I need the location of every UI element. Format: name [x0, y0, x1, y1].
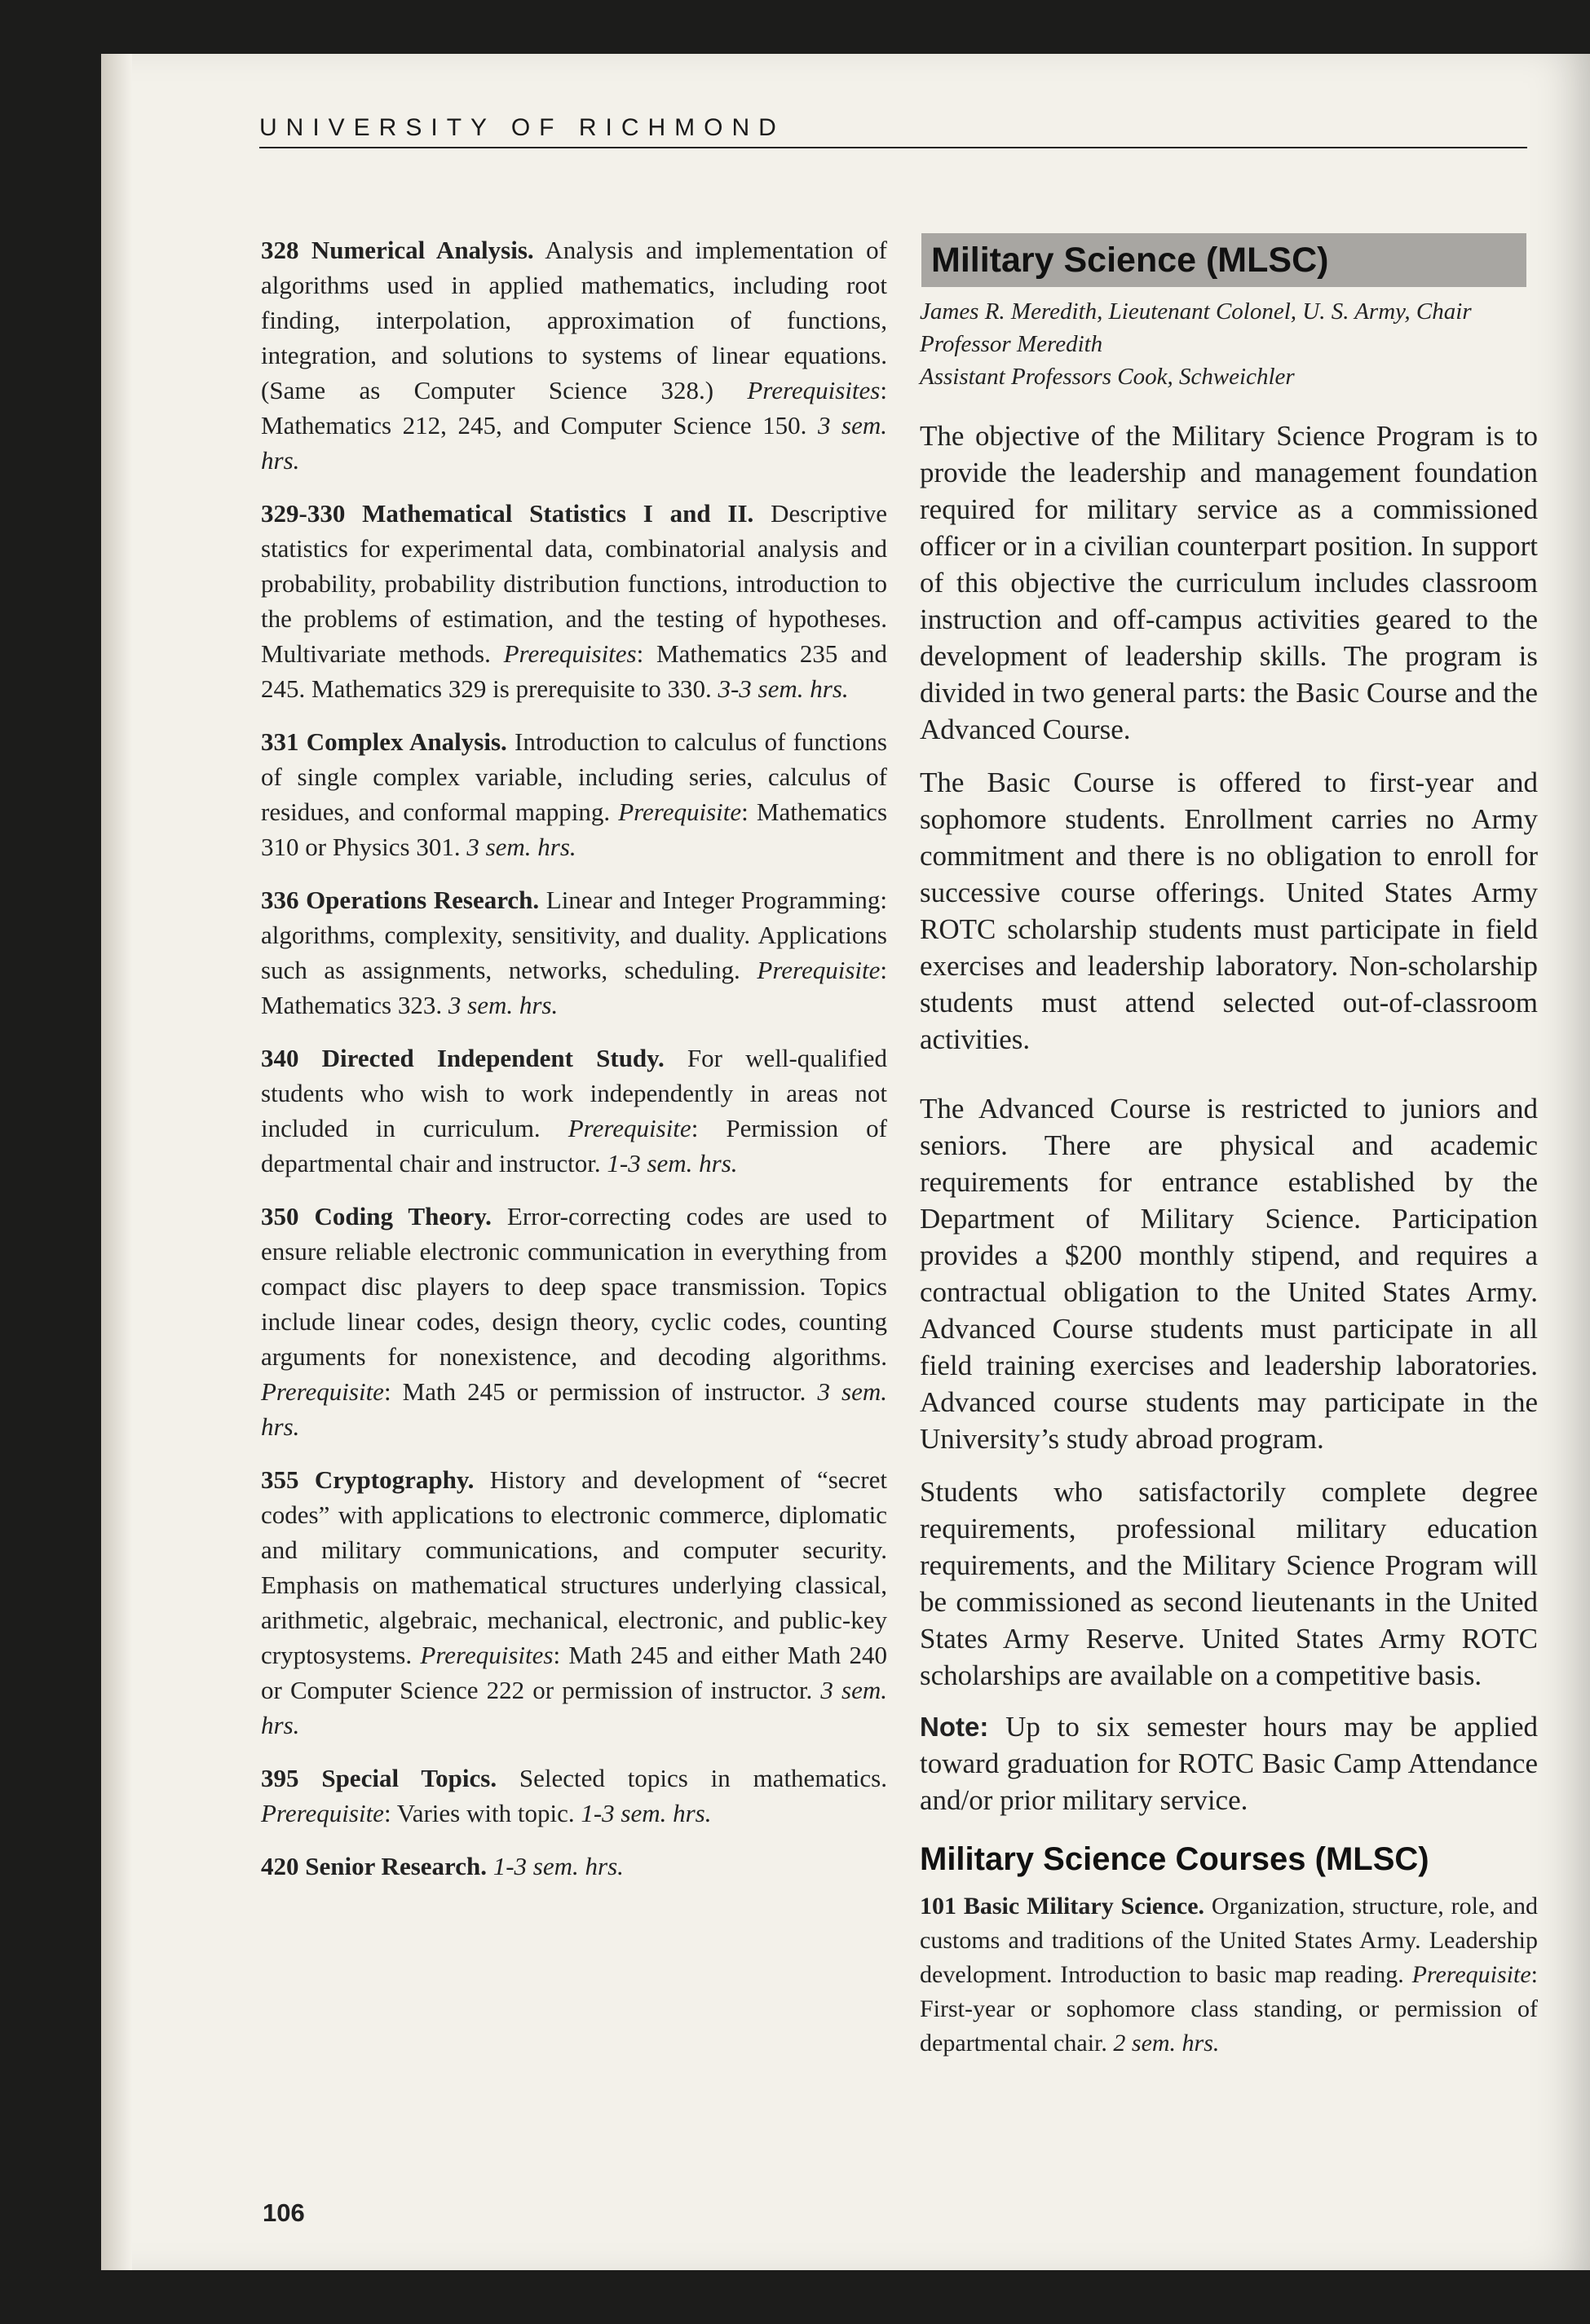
- course-entry: [261, 1761, 887, 1831]
- course-description: Descriptive statistics for experimental data, combinatorial analysis and probability, probability distribution functions, introduction to the problems of estimation, and the testing of hypotheses. Multivariate methods.: [261, 499, 887, 668]
- program-paragraph: The Advanced Course is restricted to juniors and seniors. There are physical and academic requirements for entrance established by the Department of Military Science. Participation provides a $200 monthly stipend, and requires a contractual obligation to the United States Army. Advanced Course students must participate in all field training exercises and leadership laboratories. Advanced course students may participate in the University’s study abroad program.: [920, 1093, 1538, 1455]
- course-name: 355 Cryptography.: [261, 1465, 475, 1494]
- prerequisite-label: Prerequisite: [757, 956, 881, 984]
- course-name: 101 Basic Military Science.: [920, 1893, 1205, 1920]
- prerequisite-text: : Mathematics 235 and 245. Mathematics 329 is prerequisite to 330.: [261, 639, 887, 703]
- course-entry: [261, 496, 887, 706]
- course-description: [487, 1852, 493, 1880]
- prerequisite-label: Prerequisite: [261, 1799, 384, 1827]
- prerequisite-text: : Math 245 or permission of instructor.: [383, 1377, 818, 1406]
- page-number: 106: [263, 2198, 305, 2227]
- course-name: 420 Senior Research.: [261, 1852, 487, 1880]
- binding-gutter: [101, 54, 132, 2270]
- course-description: Linear and Integer Programming: algorithms, complexity, sensitivity, and duality. Applications such as assignments, networks, scheduling.: [261, 886, 887, 984]
- course-description: For well-qualified students who wish to work independently in areas not included in curriculum.: [261, 1044, 887, 1142]
- course-entry: [261, 882, 887, 1023]
- course-name: 331 Complex Analysis.: [261, 727, 507, 756]
- note-text: Up to six semester hours may be applied toward graduation for ROTC Basic Camp Attendance and/or prior military service.: [920, 1711, 1538, 1816]
- program-paragraph: The Basic Course is offered to first-year and sophomore students. Enrollment carries no Army commitment and there is no obligation to enroll for successive course offerings. United States Army ROTC scholarship students must participate in field exercises and leadership laboratory. Non-scholarship students must attend selected out-of-classroom activities.: [920, 767, 1538, 1055]
- header-rule: [259, 147, 1527, 148]
- course-hours: 3 sem. hrs.: [261, 1676, 887, 1739]
- course-description: Error-correcting codes are used to ensure reliable electronic communication in everything from compact disc players to deep space transmission. Topics include linear codes, design theory, cyclic codes, counting arguments for nonexistence, and decoding algorithms.: [261, 1202, 887, 1371]
- prerequisite-label: Prerequisite: [1411, 1961, 1531, 1988]
- course-hours: 1-3 sem. hrs.: [581, 1799, 712, 1827]
- program-paragraph: Students who satisfactorily complete degree requirements, professional military education requirements, and the Military Science Program will be commissioned as second lieutenants in the United States Army Reserve. United States Army ROTC scholarships are available on a competitive basis.: [920, 1476, 1538, 1691]
- course-entry: [261, 1462, 887, 1743]
- course-entry: [261, 1849, 887, 1884]
- note-label: Note:: [920, 1712, 989, 1742]
- course-entry: [261, 1040, 887, 1181]
- course-hours: 1-3 sem. hrs.: [492, 1852, 624, 1880]
- course-description: Analysis and implementation of algorithms used in applied mathematics, including root finding, interpolation, approximation of functions, integration, and solutions to systems of linear equations. (Same as Computer Science 328.): [261, 236, 887, 404]
- prerequisite-label: Prerequisites: [420, 1641, 554, 1669]
- courses-heading: Military Science Courses (MLSC): [920, 1841, 1429, 1877]
- course-description: History and development of “secret codes” with applications to electronic commerce, diplomatic and military communications, and computer security. Emphasis on mathematical structures underlying classical, arithmetic, algebraic, mechanical, electronic, and public-key cryptosystems.: [261, 1465, 887, 1669]
- course-hours: 1-3 sem. hrs.: [607, 1149, 738, 1177]
- faculty-professor: Professor Meredith: [920, 331, 1103, 357]
- course-description: Introduction to calculus of functions of single complex variable, including series, calculus of residues, and conformal mapping.: [261, 727, 887, 826]
- faculty-chair: James R. Meredith, Lieutenant Colonel, U. S. Army, Chair: [920, 298, 1472, 325]
- course-hours: 3 sem. hrs.: [448, 991, 559, 1019]
- course-description: Organization, structure, role, and customs and traditions of the United States Army. Leadership development. Introduction to basic map reading.: [920, 1893, 1538, 1988]
- prerequisite-label: Prerequisite: [568, 1114, 691, 1142]
- course-entry: [920, 1889, 1538, 2061]
- course-entry: [261, 724, 887, 864]
- faculty-list: [920, 295, 1538, 393]
- prerequisite-text: : Varies with topic.: [383, 1799, 581, 1827]
- prerequisite-text: : Mathematics 323.: [261, 956, 887, 1019]
- course-hours: 3-3 sem. hrs.: [718, 674, 849, 703]
- course-name: 395 Special Topics.: [261, 1764, 497, 1792]
- course-name: 329-330 Mathematical Statistics I and II.: [261, 499, 754, 528]
- course-entry: [261, 1199, 887, 1444]
- prerequisite-label: Prerequisite: [261, 1377, 384, 1406]
- prerequisite-label: Prerequisite: [618, 797, 742, 826]
- course-hours: 3 sem. hrs.: [261, 1377, 887, 1441]
- prerequisite-label: Prerequisites: [503, 639, 637, 668]
- program-paragraph: The objective of the Military Science Program is to provide the leadership and management foundation required for military service as a commissioned officer or in a civilian counterpart position. In support of this objective the curriculum includes classroom instruction and off-campus activities geared to the development of leadership skills. The program is divided in two general parts: the Basic Course and the Advanced Course.: [920, 420, 1538, 745]
- prerequisite-text: : Mathematics 212, 245, and Computer Science 150.: [261, 376, 887, 440]
- prerequisite-label: Prerequisites: [747, 376, 881, 404]
- prerequisite-text: : Mathematics 310 or Physics 301.: [261, 797, 888, 861]
- course-entry: [261, 232, 887, 478]
- section-title: Military Science (MLSC): [931, 240, 1329, 280]
- course-name: 350 Coding Theory.: [261, 1202, 492, 1230]
- course-name: 340 Directed Independent Study.: [261, 1044, 665, 1072]
- faculty-assistant-professors: Assistant Professors Cook, Schweichler: [920, 364, 1295, 390]
- course-hours: 2 sem. hrs.: [1113, 2030, 1220, 2057]
- left-column: [261, 232, 887, 1902]
- note-paragraph: [920, 1708, 1538, 1818]
- course-hours: 3 sem. hrs.: [261, 411, 887, 475]
- course-name: 328 Numerical Analysis.: [261, 236, 534, 264]
- section-heading-bar: [921, 233, 1526, 287]
- prerequisite-text: : First-year or sophomore class standing, or permission of departmental chair.: [920, 1961, 1538, 2057]
- prerequisite-text: : Permission of departmental chair and instructor.: [261, 1114, 887, 1177]
- running-header: UNIVERSITY OF RICHMOND: [259, 114, 785, 141]
- course-name: 336 Operations Research.: [261, 886, 540, 914]
- course-description: Selected topics in mathematics.: [497, 1764, 887, 1792]
- prerequisite-text: : Math 245 and either Math 240 or Computer Science 222 or permission of instructor.: [261, 1641, 888, 1704]
- right-column: [920, 233, 1538, 2085]
- course-hours: 3 sem. hrs.: [466, 833, 576, 861]
